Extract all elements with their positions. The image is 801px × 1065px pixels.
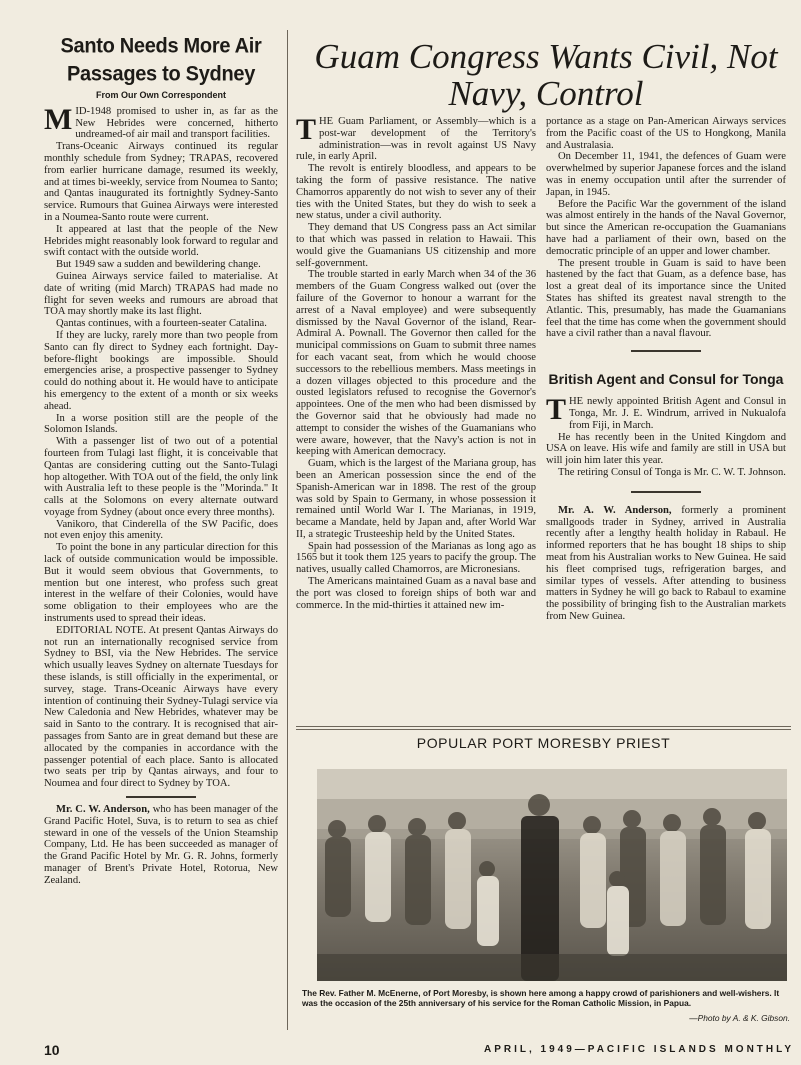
guam-paragraph: Guam, which is the largest of the Mariana group, has been an American possession since the end of the Spanish-American war in 1898. The rest of the group was sold by Spain to Germany, in whose possession it remained until World War I. The Marianas, in 1919, became a Mandate, held by Japan and, after World War II, a strategic Trusteeship held by the United States. <box>296 458 536 540</box>
aw-anderson-name: Mr. A. W. Anderson, <box>558 504 672 516</box>
santo-drop-cap: M <box>44 102 73 136</box>
santo-paragraph: In a worse position still are the people of the Solomon Islands. <box>44 412 278 436</box>
aw-anderson-item: Mr. A. W. Anderson, formerly a prominent smallgoods trader in Sydney, arrived in Australia recently after a lengthy health holiday in Rabaul. He informed reporters that he has bought 18 ships to ship meat from his Australian works to New Guinea. He said his fleet comprised tugs, refrigeration barges, and similar types of vessels. After attending to business matters in Sydney he will go back to Rabaul to examine the possibility of bringing fish to the Australian markets from New Guinea. <box>546 504 786 622</box>
santo-editorial-note: EDITORIAL NOTE. At present Qantas Airways do not run an internationally recognised service from Sydney to BSI, via the New Hebrides. The service which usually leaves Sydney on alternate Tuesdays for these islands, is still officially in the experimental, or survey, stage. Trans-Oceanic Airways have every intention of continuing their Sydney-Tulagi service via New Caledonia and New Hebrides, whatever may be said in Santo to the contrary. It is recognised that air-passages from Santo are in great demand but these are allocated by the companies in accordance with the passenger potential of each place. Santo is allocated two seats per trip by Qantas airways, and four to Noumea and four direct to Sydney by TOA. <box>44 624 278 790</box>
santo-lead: MID-1948 promised to usher in, as far as the New Hebrides were concerned, hitherto undreamed-of air mail and transport facilities. <box>44 102 278 141</box>
santo-paragraph: If they are lucky, rarely more than two people from Santo can fly direct to Sydney each fortnight. Day-before-flight bookings are impossible. Should emergencies arise, a prospective passenger to Sydney could do nothing about it. He would have to anticipate his emergency to the extent of a month or six weeks ahead. <box>44 329 278 412</box>
guam-paragraph: The Americans maintained Guam as a naval base and the port was closed to foreign ships of both war and commerce. In the mid-thirties it attained new im- <box>296 576 536 611</box>
santo-paragraph: Guinea Airways service failed to materialise. At date of writing (mid March) TRAPAS had made no flight for seven weeks and rumours are abroad that TOA may shortly make its last flight. <box>44 270 278 318</box>
tonga-drop-cap: T <box>546 393 567 427</box>
guam-continued <box>546 116 786 623</box>
guam-paragraph: Before the Pacific War the government of the island was almost entirely in the hands of the Naval Governor, but since the American re-occupation the Guamanians have had a parliament of their own, based on the democratic principle of an upper and lower chamber. <box>546 198 786 257</box>
photo-caption: The Rev. Father M. McEnerne, of Port Moresby, is shown here among a happy crowd of parishioners and well-wishers. It was the occasion of the 25th anniversary of his service for the Roman Catholic Mission, in Papua. —Photo by A. & K. Gibson. <box>302 988 790 1023</box>
santo-paragraph: But 1949 saw a sudden and bewildering change. <box>56 259 261 271</box>
section-rule <box>631 350 701 352</box>
guam-paragraph: Spain had possession of the Marianas as long ago as 1565 but it took them 125 years to pacify the group. The natives, usually called Chamorros, are Micronesians. <box>296 540 536 576</box>
tonga-headline: British Agent and Consul for Tonga <box>548 371 784 388</box>
tonga-paragraph: The retiring Consul of Tonga is Mr. C. W. T. Johnson. <box>558 466 786 478</box>
santo-byline: From Our Own Correspondent <box>95 90 226 100</box>
section-rule <box>631 491 701 493</box>
page-number: 10 <box>44 1042 60 1058</box>
photo-credit: —Photo by A. & K. Gibson. <box>689 1013 790 1023</box>
santo-paragraph: It appeared at last that the people of the New Hebrides might reasonably look forward to regular and swift contact with the outside world. <box>44 223 278 259</box>
santo-paragraph: Trans-Oceanic Airways continued its regular monthly schedule from Sydney; TRAPAS, recovered from earlier hurricane damage, resumed its weekly, and at times bi-weekly, service from Noumea to Santo; and Qantas inaugurated its fortnightly Sydney-Santo service. Rumours that Guinea Airways were interested in a Noumea-Santo route were current. <box>44 141 278 223</box>
guam-lead: THE Guam Parliament, or Assembly—which is a post-war development of the Territory's administration—was in revolt against US Navy rule, in early April. <box>296 113 536 163</box>
guam-drop-cap: T <box>296 113 317 146</box>
photo-top-rule <box>296 726 791 727</box>
cw-anderson-name: Mr. C. W. Anderson, <box>56 804 150 816</box>
santo-headline: Santo Needs More Air Passages to Sydney <box>60 34 262 86</box>
running-footer: APRIL, 1949—PACIFIC ISLANDS MONTHLY <box>483 1044 794 1055</box>
santo-paragraph: Qantas continues, with a fourteen-seater Catalina. <box>56 318 267 330</box>
guam-paragraph: The present trouble in Guam is said to have been hastened by the fact that Guam, as a defence base, has lost a great deal of its importance since the United States has shifted its greatest naval strength to the Atlantic. This, presumably, has made the Guamanians feel that the time has come when the government should have a civil rather than a naval flavour. <box>546 257 786 340</box>
crowd-photo <box>317 769 787 981</box>
guam-headline: Guam Congress Wants Civil, Not Navy, Control <box>314 37 778 113</box>
guam-paragraph: portance as a stage on Pan-American Airways services from the Pacific coast of the US to Hongkong, Manila and Australasia. <box>546 116 786 151</box>
santo-paragraph: To point the bone in any particular direction for this lack of outside communication would be impossible. But it would seem obvious that Governments, to mention but one interest, who profess such great interest in the welfare of their Colonies, would have some obligation to their employees who are the instruments used to spread their ideas. <box>44 542 278 625</box>
santo-paragraph: Vanikoro, that Cinderella of the SW Pacific, does not even enjoy this amenity. <box>44 518 278 542</box>
photo-top-rule <box>296 729 791 730</box>
tonga-paragraph: He has recently been in the United Kingdom and USA on leave. His wife and family are still in USA but will join him later this year. <box>546 431 786 467</box>
guam-paragraph: The revolt is entirely bloodless, and appears to be taking the form of passive resistance. The native Chamorros apparently do not wish to sever any of their ties with the United States, but they do wish to seek a new status, under a civil authority. <box>296 163 536 222</box>
santo-paragraph: With a passenger list of two out of a potential fourteen from Tulagi last flight, it is conceivable that Qantas are considering cutting out the Santo-Tulagi hop altogether. With TOA out of the field, the only link with Australia left to these people is the "Morinda." It calls at the Solomons on every alternate outward voyage from Sydney (about once every three months). <box>44 436 278 518</box>
section-rule <box>126 796 196 798</box>
guam-paragraph: On December 11, 1941, the defences of Guam were overwhelmed by superior Japanese forces and the island was in enemy occupation until after the surrender of Japan, in 1945. <box>546 151 786 198</box>
guam-paragraph: They demand that US Congress pass an Act similar to that which was passed in relation to Hawaii. This would give the Guamanians US citizenship and more self-government. <box>296 222 536 269</box>
photo-title: POPULAR PORT MORESBY PRIEST <box>416 735 671 751</box>
tonga-lead: THE newly appointed British Agent and Consul in Tonga, Mr. J. E. Windrum, arrived in Nukualofa from Fiji, in March. <box>546 393 786 431</box>
cw-anderson-item: Mr. C. W. Anderson, who has been manager of the Grand Pacific Hotel, Suva, is to return to sea as chief steward in one of the vessels of the Union Steamship Company, Ltd. He has been succeeded as manager of the Grand Pacific Hotel by Mr. G. R. Johns, formerly manager of Brent's Private Hotel, Rotorua, New Zealand. <box>44 804 278 886</box>
guam-paragraph: The trouble started in early March when 34 of the 36 members of the Guam Congress walked out (over the failure of the Governor to honour a warrant for the arrest of a Naval employee) and were subsequently dismissed by the Naval Governor of the island, Rear-Admiral A. Pownall. The Governor then called for the municipal commissions on Guam to submit three names for each vacant seat, from which he would choose successors to the rebellious members. Mass meetings in a dozen villages objected to this procedure and the ousted legislators refused to recognise the Governor's appointees. One of the men who had been dismissed by the Governor said that he obviously had made no attempt to consider the wishes of the Guamanians who were aware, however, that the Navy's action is not in keeping with American democracy. <box>296 269 536 458</box>
guam-article <box>296 113 536 611</box>
crowd-photo-image <box>317 769 787 981</box>
santo-article <box>44 28 278 887</box>
column-divider <box>287 30 288 1030</box>
